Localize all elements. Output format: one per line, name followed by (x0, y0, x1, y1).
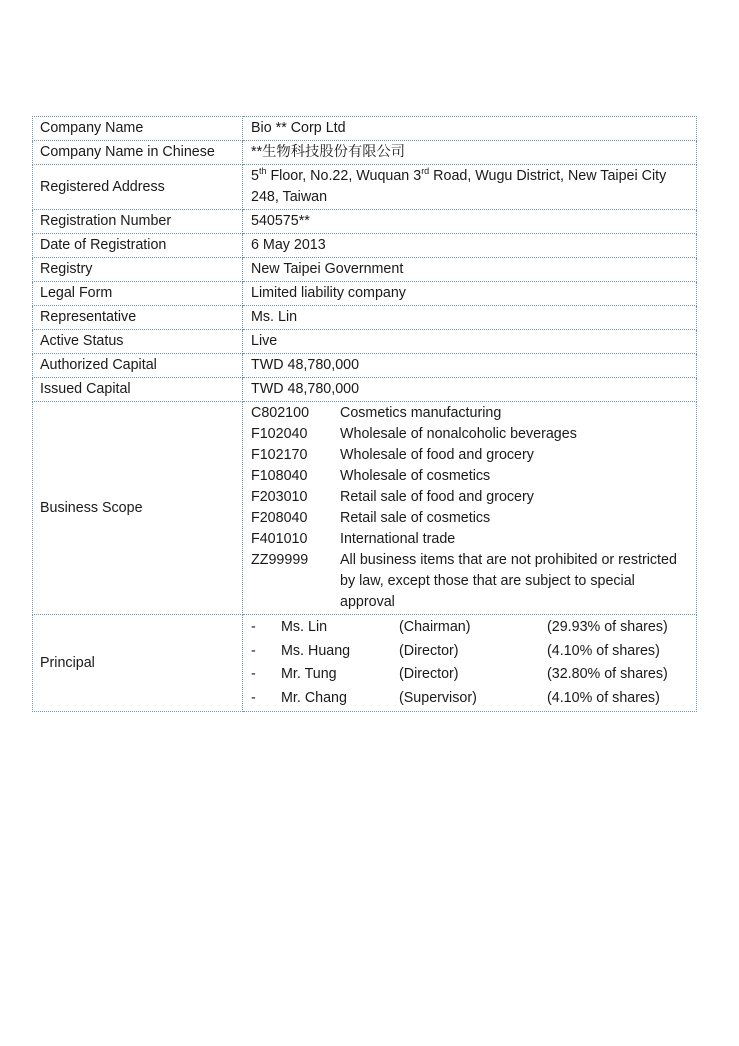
business-scope-value (243, 402, 697, 615)
scope-code: F102040 (251, 426, 308, 442)
scope-code: F203010 (251, 489, 308, 505)
list-dash: - (251, 619, 256, 635)
registration-number-label: Registration Number (33, 210, 243, 234)
principal-name: Mr. Chang (281, 689, 347, 706)
registered-address-label: Registered Address (33, 165, 243, 210)
principal-item (251, 640, 690, 664)
table-row (33, 378, 697, 402)
address-part: Road, Wugu District, New Taipei City 248, Taiwan (251, 168, 667, 205)
table-row (33, 402, 697, 615)
principal-role: (Director) (399, 642, 459, 659)
scope-desc: Retail sale of food and grocery (340, 489, 534, 505)
principal-name: Mr. Tung (281, 666, 337, 682)
address-superscript: th (258, 166, 267, 176)
scope-code: F401010 (251, 531, 308, 547)
registration-number-value: 540575** (243, 210, 697, 234)
legal-form-value: Limited liability company (243, 282, 697, 306)
registry-value: New Taipei Government (243, 258, 697, 282)
representative-label: Representative (33, 306, 243, 330)
scope-code: F108040 (251, 468, 308, 484)
table-row (33, 117, 697, 141)
scope-desc: Wholesale of food and grocery (340, 447, 534, 463)
table-row (33, 282, 697, 306)
scope-item (251, 550, 690, 613)
representative-value: Ms. Lin (243, 306, 697, 330)
table-row (33, 141, 697, 165)
scope-desc: Wholesale of cosmetics (340, 468, 491, 484)
scope-code: F102170 (251, 447, 308, 463)
table-row (33, 306, 697, 330)
principal-shares: (32.80% of shares) (547, 666, 668, 682)
active-status-label: Active Status (33, 330, 243, 354)
principal-role: (Director) (399, 666, 459, 682)
table-row (33, 234, 697, 258)
company-name-chinese-value: **生物科技股份有限公司 (243, 141, 697, 165)
table-row (33, 615, 697, 712)
scope-item (251, 445, 690, 466)
principal-item (251, 663, 690, 687)
table-row (33, 330, 697, 354)
issued-capital-label: Issued Capital (33, 378, 243, 402)
company-name-value: Bio ** Corp Ltd (243, 117, 697, 141)
registered-address-value (243, 165, 697, 210)
scope-desc: All business items that are not prohibited or restricted by law, except those that are subject to special approval (340, 552, 677, 610)
principal-shares: (4.10% of shares) (547, 689, 660, 706)
principal-item (251, 616, 690, 640)
principal-role: (Supervisor) (399, 689, 477, 706)
company-name-label: Company Name (33, 117, 243, 141)
principal-role: (Chairman) (399, 619, 471, 635)
principal-shares: (4.10% of shares) (547, 642, 660, 659)
table-row (33, 165, 697, 210)
principal-label: Principal (33, 615, 243, 712)
principal-item (251, 687, 690, 711)
registration-date-label: Date of Registration (33, 234, 243, 258)
principal-name: Ms. Lin (281, 619, 328, 635)
scope-code: F208040 (251, 510, 308, 526)
address-superscript: rd (421, 166, 430, 176)
business-scope-label: Business Scope (33, 402, 243, 615)
registration-date-value: 6 May 2013 (243, 234, 697, 258)
scope-item (251, 466, 690, 487)
authorized-capital-label: Authorized Capital (33, 354, 243, 378)
address-part: Floor, No.22, Wuquan 3 (266, 168, 422, 184)
principal-value (243, 615, 697, 712)
issued-capital-value: TWD 48,780,000 (243, 378, 697, 402)
legal-form-label: Legal Form (33, 282, 243, 306)
scope-item (251, 424, 690, 445)
table-row (33, 354, 697, 378)
scope-item (251, 508, 690, 529)
table-row (33, 210, 697, 234)
active-status-value: Live (243, 330, 697, 354)
scope-item (251, 529, 690, 550)
scope-item (251, 487, 690, 508)
list-dash: - (251, 666, 256, 682)
scope-item (251, 403, 690, 424)
registry-label: Registry (33, 258, 243, 282)
table-row (33, 258, 697, 282)
scope-desc: Retail sale of cosmetics (340, 510, 491, 526)
principal-shares: (29.93% of shares) (547, 619, 668, 635)
scope-code: C802100 (251, 405, 310, 421)
list-dash: - (251, 689, 256, 706)
list-dash: - (251, 642, 256, 659)
principal-name: Ms. Huang (281, 642, 351, 659)
scope-desc: International trade (340, 531, 456, 547)
scope-code: ZZ99999 (251, 552, 309, 568)
company-info-table (32, 116, 697, 712)
company-name-chinese-label: Company Name in Chinese (33, 141, 243, 165)
address-part: 5 (251, 168, 259, 184)
authorized-capital-value: TWD 48,780,000 (243, 354, 697, 378)
scope-desc: Wholesale of nonalcoholic beverages (340, 426, 577, 442)
scope-desc: Cosmetics manufacturing (340, 405, 502, 421)
